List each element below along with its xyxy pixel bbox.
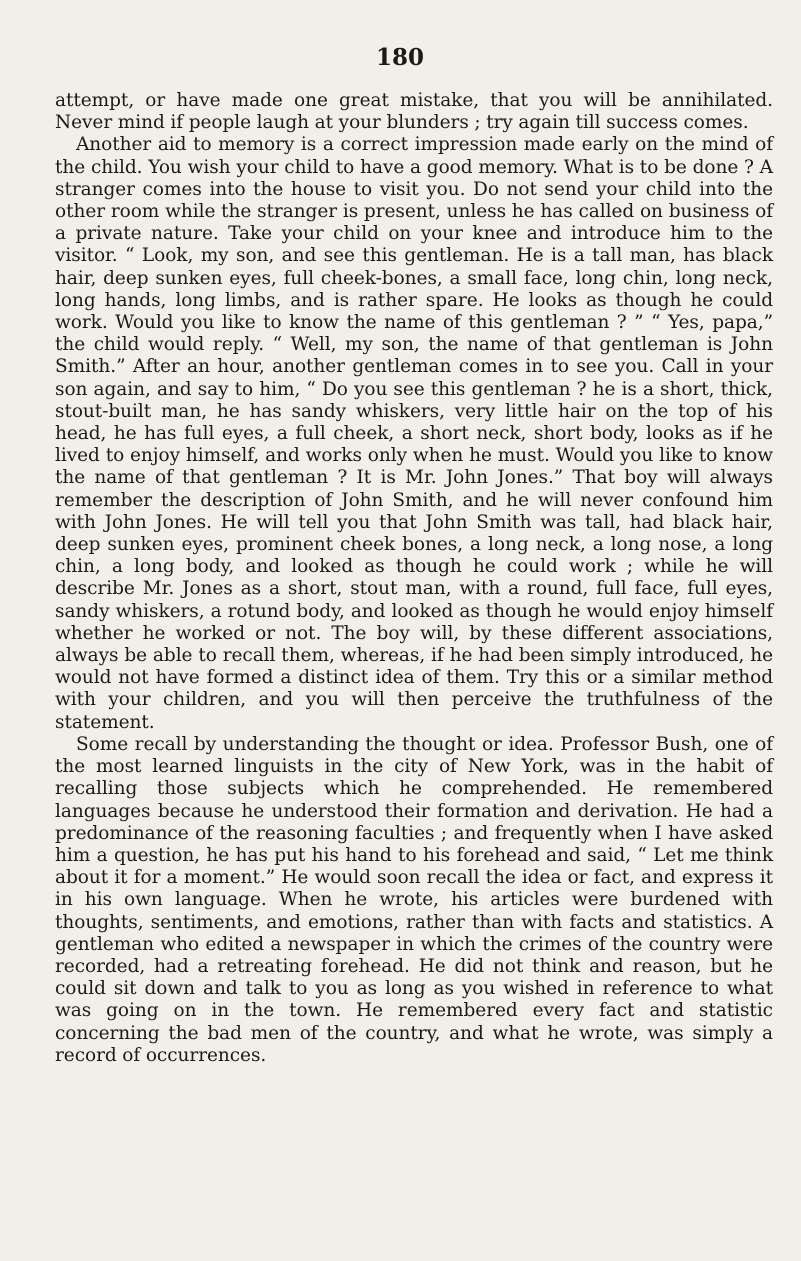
paragraph-2: Another aid to memory is a correct impression made early on the mind of the child. You wish your child to have a good memory. What is to be done ? A stranger comes into the house to visit you. Do not send your child into the other room while the stranger is present, unless he has called on business of a private nature. Take your child on your knee and introduce him to the visitor. “ Look, my son, and see this gentleman. He is a tall man, has black hair, deep sunken eyes, full cheek-bones, a small face, long chin, long neck, long hands, long limbs, and is rather spare. He looks as though he could work. Would you like to know the name of this gentleman ? ” “ Yes, papa,” the child would reply. “ Well, my son, the name of that gentleman is John Smith.” After an hour, another gentleman comes in to see you. Call in your son again, and say to him, “ Do you see this gentleman ? he is a short, thick, stout-built man, he has sandy whiskers, very little hair on the top of his head, he has full eyes, a full cheek, a short neck, short body, looks as if he lived to enjoy himself, and works only when he must. Would you like to know the name of that gentleman ? It is Mr. John Jones.” That boy will always remember the description of John Smith, and he will never confound him with John Jones. He will tell you that John Smith was tall, had black hair, deep sunken eyes, prominent cheek bones, a long neck, a long nose, a long chin, a long body, and looked as though he could work ; while he will describe Mr. Jones as a short, stout man, with a round, full face, full eyes, sandy whiskers, a rotund body, and looked as though he would enjoy himself whether he worked or not. The boy will, by these different associations, always be able to recall them, whereas, if he had been simply introduced, he would not have formed a distinct idea of them. Try this or a similar method with your children, and you will then perceive the truthfulness of the statement. <box>55 134 773 733</box>
paragraph-1: attempt, or have made one great mistake, that you will be annihilated. Never mind if people laugh at your blunders ; try again till success comes. <box>55 90 773 134</box>
paragraph-3: Some recall by understanding the thought or idea. Professor Bush, one of the most learned linguists in the city of New York, was in the habit of recalling those subjects which he comprehended. He remembered languages because he understood their formation and derivation. He had a predominance of the reasoning faculties ; and frequently when I have asked him a question, he has put his hand to his forehead and said, “ Let me think about it for a moment.” He would soon recall the idea or fact, and express it in his own language. When he wrote, his articles were burdened with thoughts, sentiments, and emotions, rather than with facts and statistics. A gentleman who edited a newspaper in which the crimes of the country were recorded, had a retreating forehead. He did not think and reason, but he could sit down and talk to you as long as you wished in reference to what was going on in the town. He remembered every fact and statistic concerning the bad men of the country, and what he wrote, was simply a record of occurrences. <box>55 733 773 1066</box>
body-text <box>55 90 773 1067</box>
page-number: 180 <box>375 44 424 71</box>
